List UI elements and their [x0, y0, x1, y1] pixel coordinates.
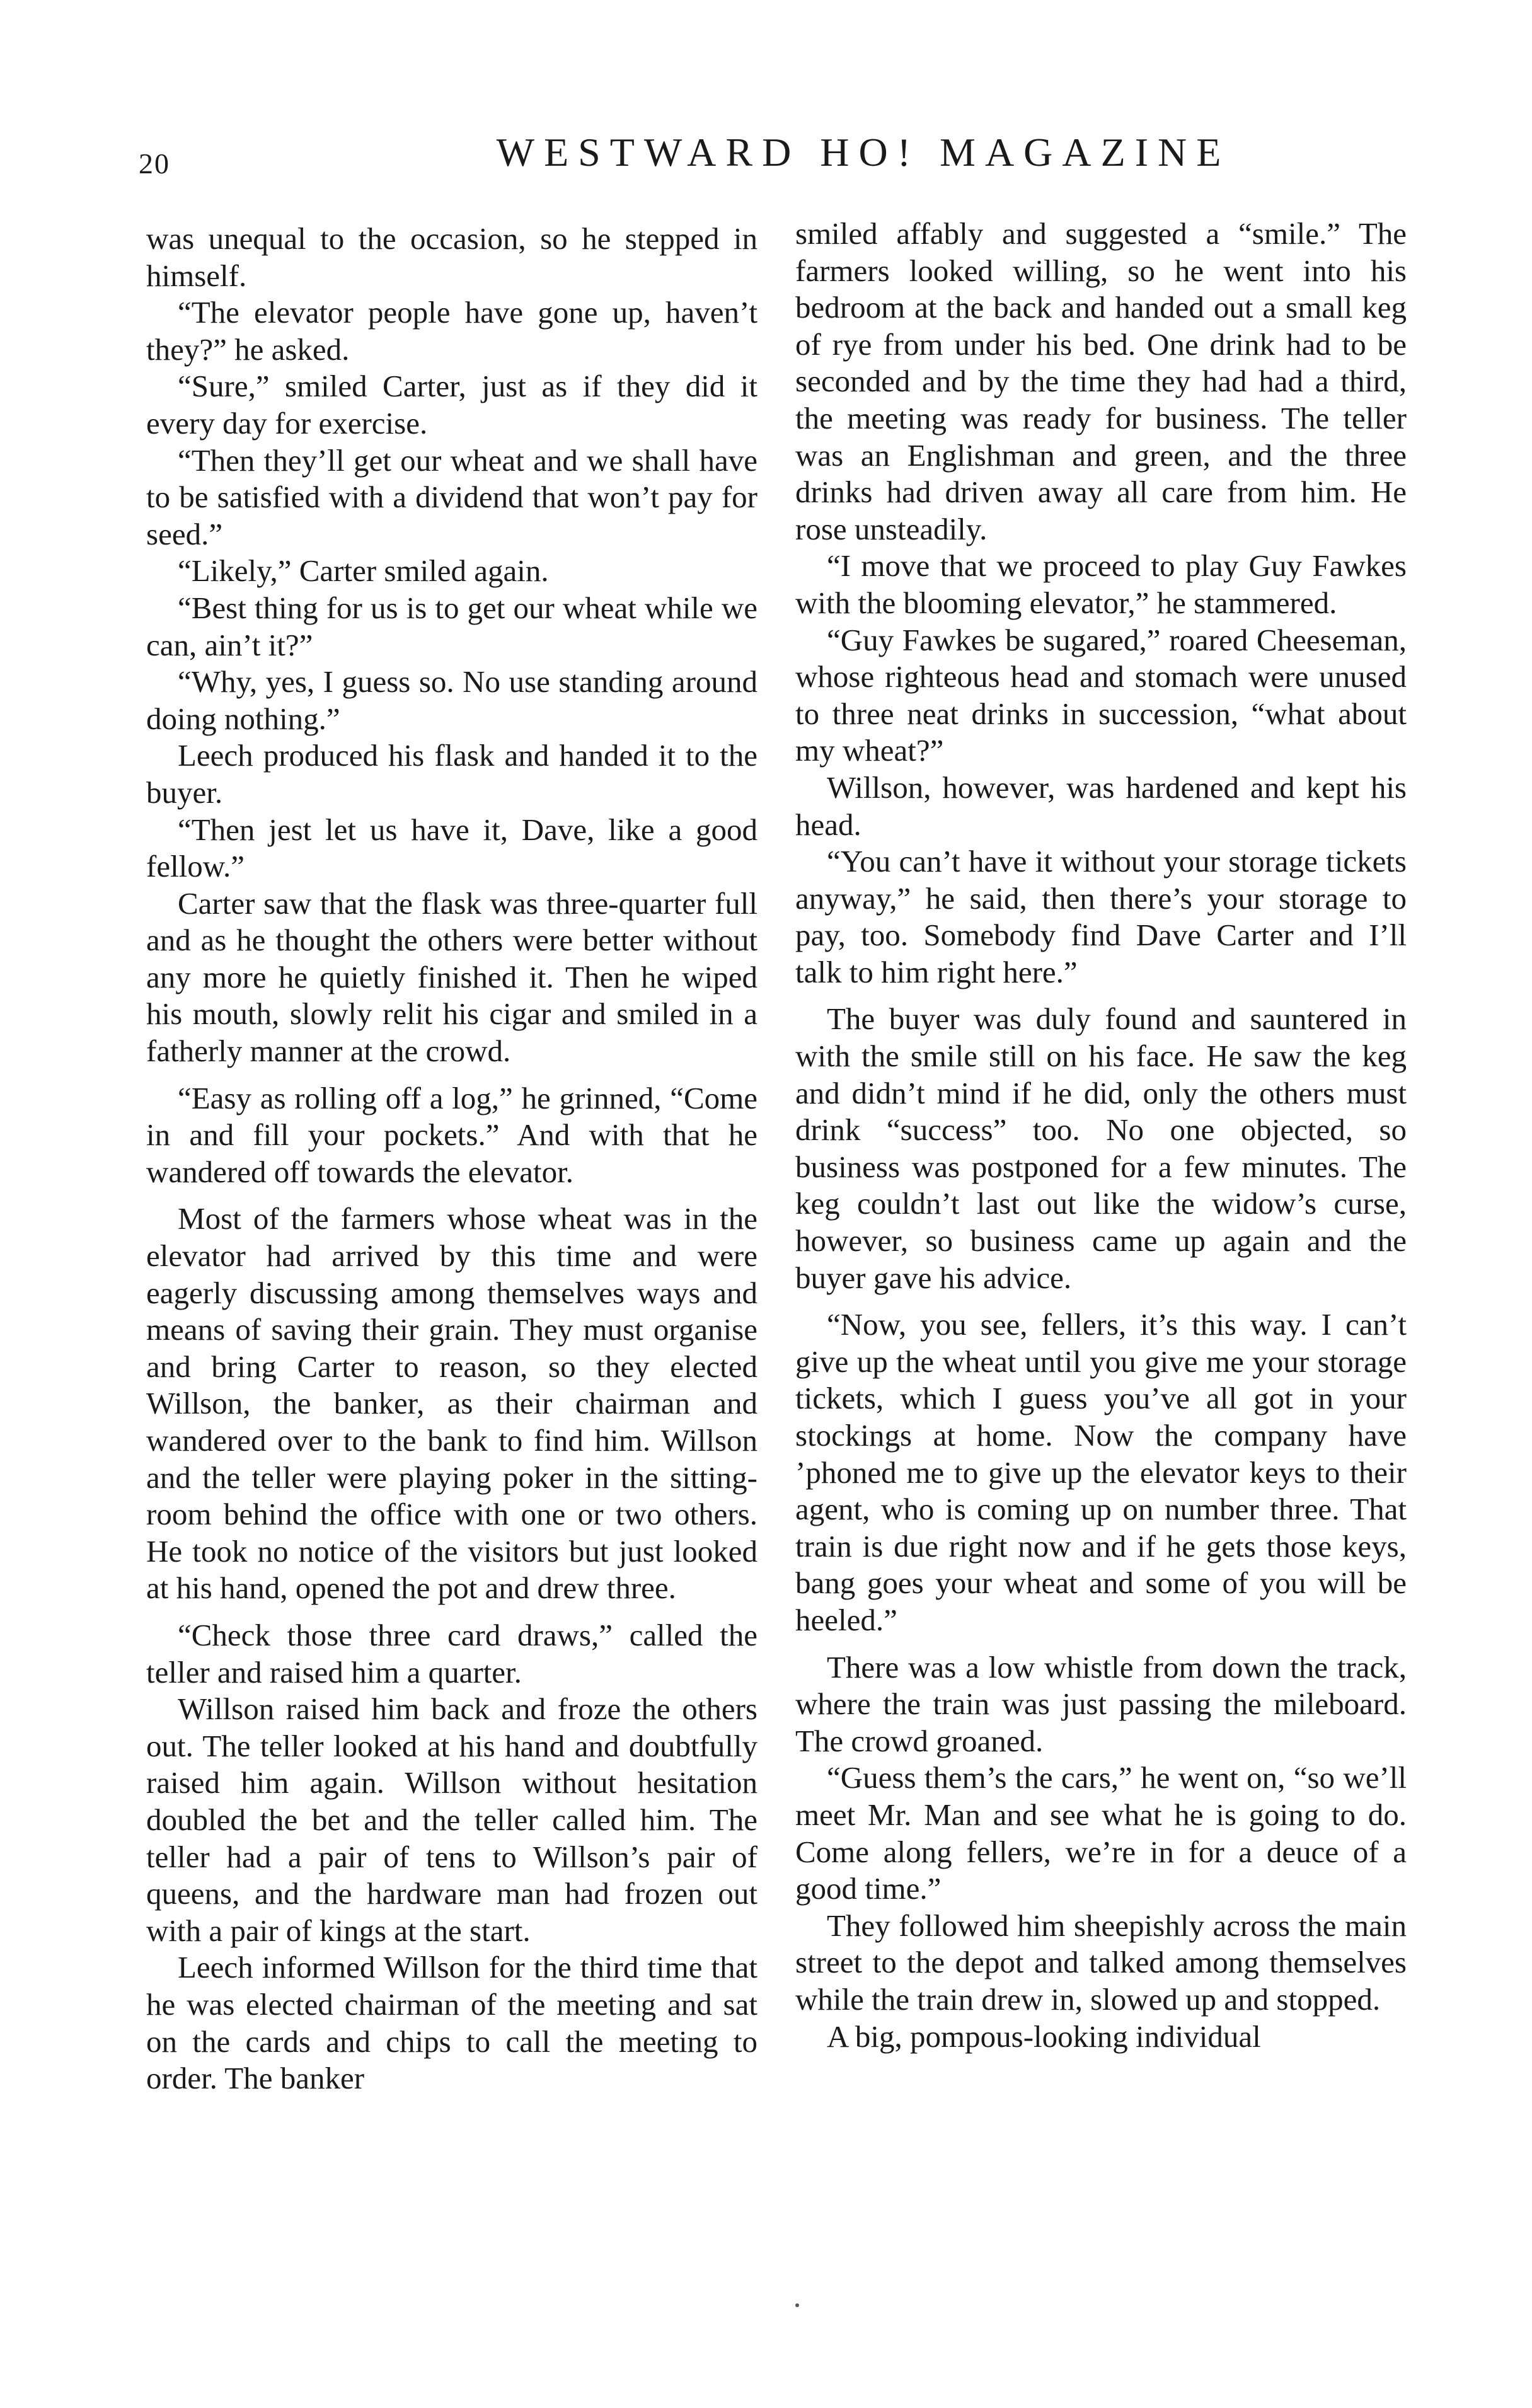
- paragraph: “Best thing for us is to get our wheat while we can, ain’t it?”: [146, 590, 757, 662]
- running-head: [139, 129, 1406, 186]
- paragraph: “Guy Fawkes be sugared,” roared Cheeseman, whose righteous head and stomach were unused to three neat drinks in succession, “what about my wheat?”: [795, 622, 1407, 768]
- paragraph: “You can’t have it without your storage tickets anyway,” he said, then there’s your storage to pay, too. Somebody find Dave Carter and I’ll talk to him right here.”: [795, 844, 1407, 989]
- paragraph: “Likely,” Carter smiled again.: [178, 553, 549, 589]
- paragraph: “The elevator people have gone up, haven’t they?” he asked.: [146, 295, 757, 367]
- paragraph: A big, pompous-looking individual: [827, 2019, 1261, 2054]
- magazine-title: WESTWARD HO! MAGAZINE: [496, 130, 1231, 175]
- paragraph: Most of the farmers whose wheat was in the elevator had arrived by this time and were eagerly discussing among themselves ways and means of saving their grain. They must organise and bring Carter to reason, so they elected Willson, the banker, as their chairman and wandered over to the bank to find him. Willson and the teller were playing poker in the sitting-room behind the office with one or two others. He took no notice of the visitors but just looked at his hand, opened the pot and drew three.: [146, 1201, 757, 1606]
- right-column: [795, 216, 1407, 2055]
- paragraph: Willson raised him back and froze the others out. The teller looked at his hand and doubtfully raised him again. Willson without hesitation doubled the bet and the teller called him. The teller had a pair of tens to Willson’s pair of queens, and the hardware man had frozen out with a pair of kings at the start.: [146, 1691, 757, 1948]
- paragraph: “Then jest let us have it, Dave, like a good fellow.”: [146, 812, 757, 884]
- paragraph: Leech produced his flask and handed it to the buyer.: [146, 738, 757, 810]
- paragraph: “Guess them’s the cars,” he went on, “so we’ll meet Mr. Man and see what he is going to do. Come along fellers, we’re in for a deuce of a good time.”: [795, 1760, 1407, 1906]
- paragraph: “Check those three card draws,” called the teller and raised him a quarter.: [146, 1617, 757, 1690]
- paragraph: was unequal to the occasion, so he stepped in himself.: [146, 221, 757, 293]
- paragraph: “I move that we proceed to play Guy Fawkes with the blooming elevator,” he stammered.: [795, 548, 1407, 620]
- paragraph: The buyer was duly found and sauntered in with the smile still on his face. He saw the keg and didn’t mind if he did, only the others must drink “success” too. No one objected, so business was postponed for a few minutes. The keg couldn’t last out like the widow’s curse, however, so business came up again and the buyer gave his advice.: [795, 1001, 1407, 1295]
- paragraph: “Then they’ll get our wheat and we shall have to be satisfied with a dividend that won’t pay for seed.”: [146, 442, 757, 551]
- page-number: 20: [139, 147, 170, 180]
- left-column: [146, 221, 757, 2097]
- paragraph: “Now, you see, fellers, it’s this way. I can’t give up the wheat until you give me your storage tickets, which I guess you’ve all got in your stockings at home. Now the company have ’phoned me to give up the elevator keys to their agent, who is coming up on number three. That train is due right now and if he gets those keys, bang goes your wheat and some of you will be heeled.”: [795, 1307, 1407, 1637]
- paragraph: smiled affably and suggested a “smile.” The farmers looked willing, so he went into his bedroom at the back and handed out a small keg of rye from under his bed. One drink had to be seconded and by the time they had had a third, the meeting was ready for business. The teller was an Englishman and green, and the three drinks had driven away all care from him. He rose unsteadily.: [795, 216, 1407, 546]
- paragraph: “Why, yes, I guess so. No use standing around doing nothing.”: [146, 664, 757, 736]
- ink-speck: [795, 2303, 799, 2307]
- paragraph: There was a low whistle from down the track, where the train was just passing the mileboard. The crowd groaned.: [795, 1649, 1407, 1758]
- paragraph: They followed him sheepishly across the main street to the depot and talked among themselves while the train drew in, slowed up and stopped.: [795, 1908, 1407, 2017]
- paragraph: Willson, however, was hardened and kept his head.: [795, 769, 1407, 842]
- paragraph: “Sure,” smiled Carter, just as if they did it every day for exercise.: [146, 369, 757, 441]
- paragraph: Leech informed Willson for the third time that he was elected chairman of the meeting and sat on the cards and chips to call the meeting to order. The banker: [146, 1950, 757, 2096]
- paragraph: Carter saw that the flask was three-quarter full and as he thought the others were better without any more he quietly finished it. Then he wiped his mouth, slowly relit his cigar and smiled in a fatherly manner at the crowd.: [146, 885, 757, 1069]
- paragraph: “Easy as rolling off a log,” he grinned, “Come in and fill your pockets.” And with that he wandered off towards the elevator.: [146, 1080, 757, 1189]
